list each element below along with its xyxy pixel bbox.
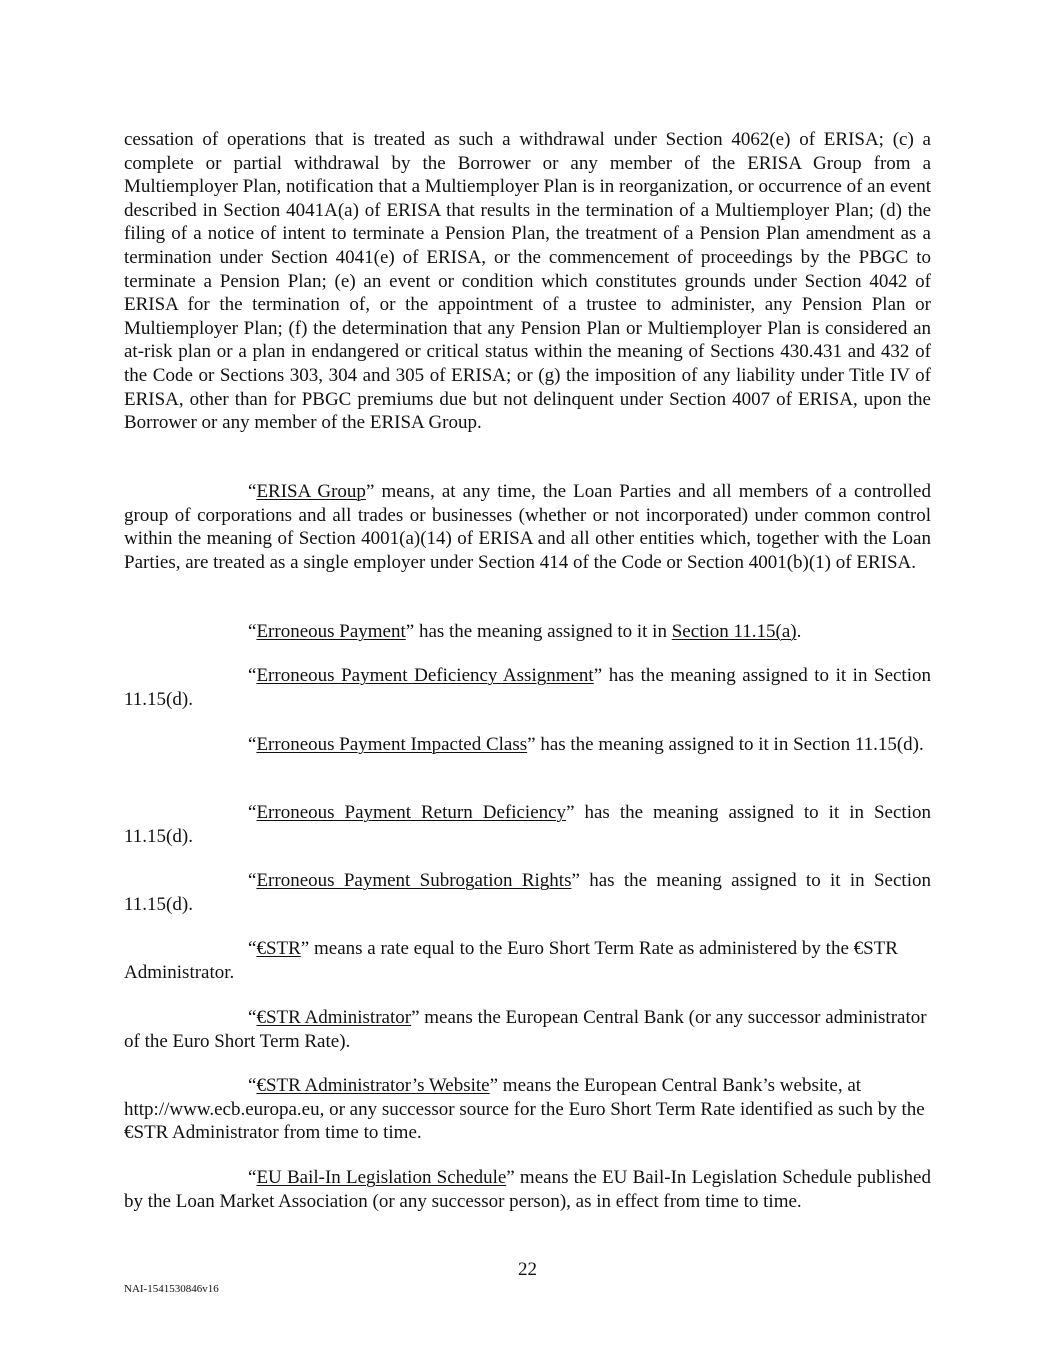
definition-erroneous-payment <box>124 620 931 644</box>
defined-term: Erroneous Payment Return Deficiency <box>256 802 567 823</box>
defined-term: Erroneous Payment Deficiency Assignment <box>256 665 594 686</box>
quote-close: ” <box>593 665 603 686</box>
quote-close: ” <box>566 802 575 823</box>
quote-close: ” <box>300 938 310 959</box>
quote-open: “ <box>248 1167 257 1188</box>
page-number: 22 <box>518 1259 537 1280</box>
quote-close: ” <box>489 1075 499 1096</box>
definition-estr <box>124 937 931 984</box>
defined-term: Erroneous Payment <box>256 621 406 642</box>
defined-term: Erroneous Payment Subrogation Rights <box>256 870 572 891</box>
definition-tail: . <box>796 621 802 642</box>
quote-close: ” <box>527 734 536 755</box>
definition-text: has the meaning assigned to it in Section 11.15(d). <box>535 734 924 755</box>
defined-term: €STR Administrator’s Website <box>256 1075 490 1096</box>
defined-term: EU Bail-In Legislation Schedule <box>256 1167 507 1188</box>
definition-erroneous-payment-subrogation-rights <box>124 869 931 916</box>
defined-term: ERISA Group <box>256 481 366 502</box>
definition-text: means, at any time, the Loan Parties and all members of a controlled group of corporations and all trades or businesses (whether or not incorporated) under common control within the meaning of Section 4001(a)(14) of ERISA and all other entities which, together with the Loan Parties, are treated as a single employer under Section 414 of the Code or Section 4001(b)(1) of ERISA. <box>124 481 931 573</box>
quote-close: ” <box>506 1167 515 1188</box>
quote-close: ” <box>571 870 580 891</box>
definition-text: means the European Central Bank’s website, at http://www.ecb.europa.eu, or any successor source for the Euro Short Term Rate identified as such by the €STR Administrator from time to time. <box>124 1075 925 1144</box>
quote-open: “ <box>248 734 257 755</box>
defined-term: Erroneous Payment Impacted Class <box>256 734 528 755</box>
quote-close: ” <box>365 481 375 502</box>
quote-close: ” <box>405 621 415 642</box>
definition-estr-administrators-website <box>124 1074 931 1145</box>
definition-erisa-group <box>124 480 931 574</box>
document-id: NAI-1541530846v16 <box>124 1283 219 1295</box>
definition-text: has the meaning assigned to it in Section 11.15(d). <box>124 802 931 847</box>
quote-open: “ <box>248 1075 257 1096</box>
defined-term: €STR Administrator <box>256 1007 412 1028</box>
quote-open: “ <box>248 938 257 959</box>
definition-text: means the EU Bail-In Legislation Schedule published by the Loan Market Association (or any successor person), as in effect from time to time. <box>124 1167 931 1212</box>
definition-text: has the meaning assigned to it in Section 11.15(d). <box>124 870 931 915</box>
definition-erroneous-payment-impacted-class <box>124 733 931 757</box>
definition-text: means the European Central Bank (or any successor administrator of the Euro Short Term Rate). <box>124 1007 927 1052</box>
definition-text: has the meaning assigned to it in <box>414 621 672 642</box>
defined-term: €STR <box>256 938 301 959</box>
definition-erroneous-payment-deficiency-assignment <box>124 664 931 711</box>
quote-open: “ <box>248 481 257 502</box>
quote-open: “ <box>248 870 257 891</box>
definition-erroneous-payment-return-deficiency <box>124 801 931 848</box>
definition-estr-administrator <box>124 1006 931 1053</box>
quote-open: “ <box>248 621 257 642</box>
opening-paragraph: cessation of operations that is treated as such a withdrawal under Section 4062(e) of ERISA; (c) a complete or partial withdrawal by the Borrower or any member of the ERISA Group from a Multiemployer Plan, notification that a Multiemployer Plan is in reorganization, or occurrence of an event described in Section 4041A(a) of ERISA that results in the termination of a Multiemployer Plan; (d) the filing of a notice of intent to terminate a Pension Plan, the treatment of a Pension Plan amendment as a termination under Section 4041(e) of ERISA, or the commencement of proceedings by the PBGC to terminate a Pension Plan; (e) an event or condition which constitutes grounds under Section 4042 of ERISA for the termination of, or the appointment of a trustee to administer, any Pension Plan or Multiemployer Plan; (f) the determination that any Pension Plan or Multiemployer Plan is considered an at-risk plan or a plan in endangered or critical status within the meaning of Sections 430.431 and 432 of the Code or Sections 303, 304 and 305 of ERISA; or (g) the imposition of any liability under Title IV of ERISA, other than for PBGC premiums due but not delinquent under Section 4007 of ERISA, upon the Borrower or any member of the ERISA Group. <box>124 129 931 434</box>
quote-close: ” <box>411 1007 420 1028</box>
quote-open: “ <box>248 665 257 686</box>
definition-eu-bail-in-legislation-schedule <box>124 1166 931 1213</box>
quote-open: “ <box>248 1007 257 1028</box>
section-reference: Section 11.15(a) <box>671 621 797 642</box>
quote-open: “ <box>248 802 257 823</box>
definition-text: means a rate equal to the Euro Short Term Rate as administered by the €STR Administrator. <box>124 938 898 983</box>
definition-text: has the meaning assigned to it in Section 11.15(d). <box>124 665 931 710</box>
